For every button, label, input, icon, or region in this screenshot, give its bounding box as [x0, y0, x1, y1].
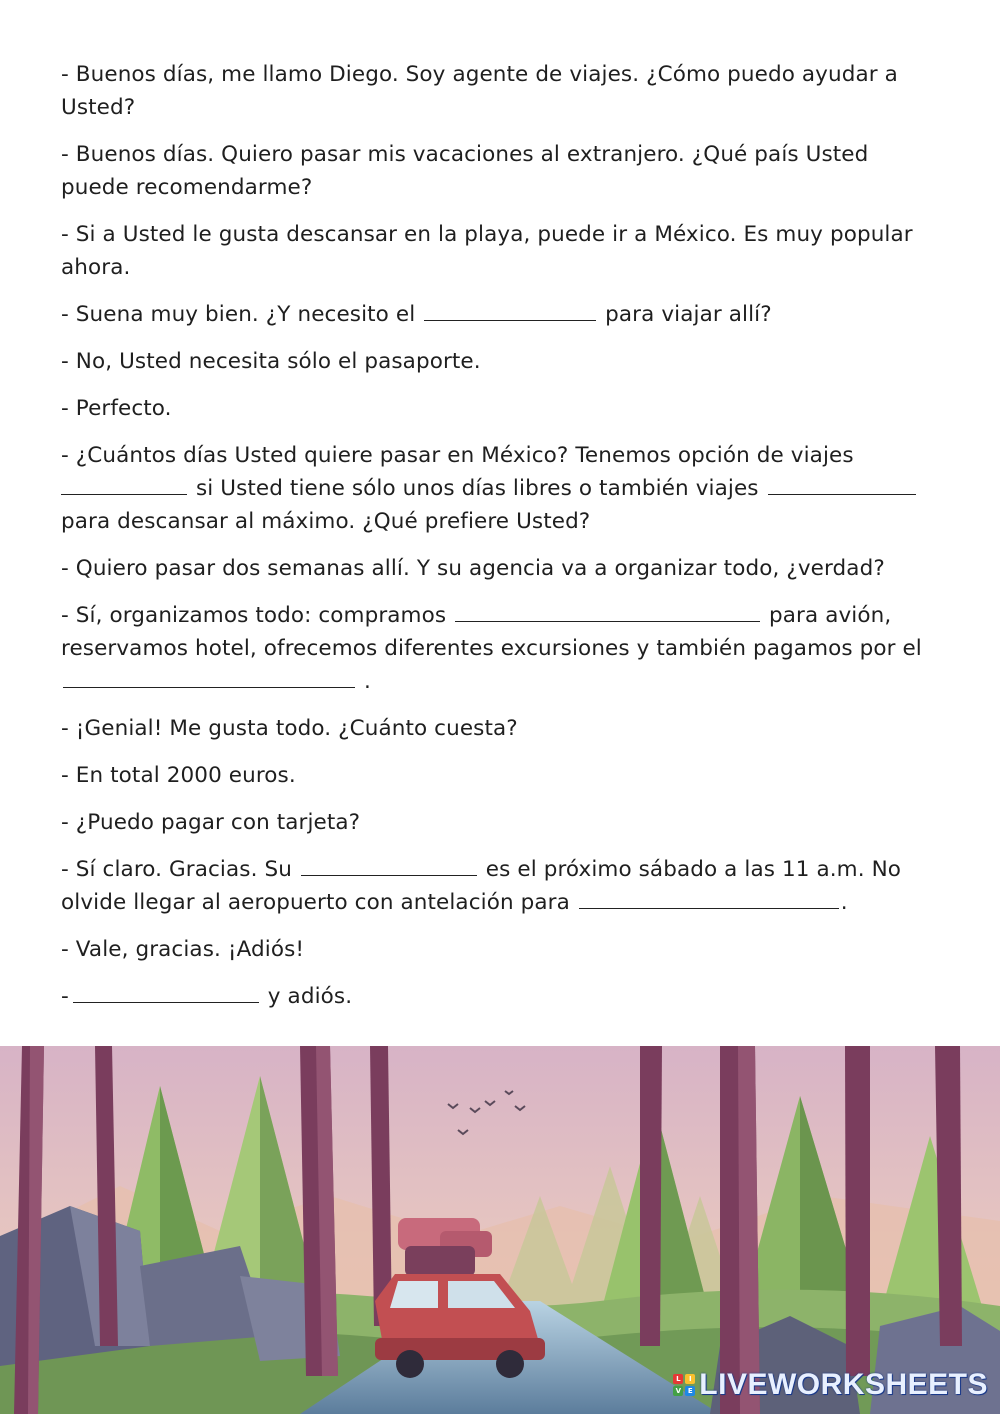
blank-input-4[interactable]: [455, 599, 760, 622]
dialogue-line-6: - Perfecto.: [61, 396, 172, 421]
logo-mark-e: E: [685, 1386, 695, 1396]
blank-input-8[interactable]: [73, 980, 259, 1003]
dialogue-line-14: - Vale, gracias. ¡Adiós!: [61, 937, 305, 962]
logo-mark-l: L: [673, 1374, 683, 1384]
line-13-text-b: es el próximo sábado a las 11 a.m. No olvide llegar al aeropuerto con antelación para: [61, 857, 902, 915]
line-4-text-a: - Suena muy bien. ¿Y necesito el: [61, 302, 416, 327]
logo-text: LIVEWORKSHEETS: [699, 1368, 988, 1401]
blank-input-1[interactable]: [424, 298, 596, 321]
dialogue-line-11: - En total 2000 euros.: [61, 763, 296, 788]
line-13-text-a: - Sí claro. Gracias. Su: [61, 857, 292, 882]
line-9-text-a: - Sí, organizamos todo: compramos: [61, 603, 447, 628]
line-15-text-b: y adiós.: [267, 984, 353, 1009]
dialogue-line-1: - Buenos días, me llamo Diego. Soy agente de viajes. ¿Cómo puedo ayudar a Usted?: [61, 62, 898, 120]
dialogue-line-10: - ¡Genial! Me gusta todo. ¿Cuánto cuesta?: [61, 716, 518, 741]
line-4-text-b: para viajar allí?: [605, 302, 772, 327]
line-15-text-a: -: [61, 984, 69, 1009]
forest-road-illustration: [0, 1046, 1000, 1414]
dialogue-line-9: [61, 599, 941, 698]
line-13-text-c: .: [840, 890, 848, 915]
blank-input-5[interactable]: [63, 665, 355, 688]
dialogue-line-8: - Quiero pasar dos semanas allí. Y su agencia va a organizar todo, ¿verdad?: [61, 556, 885, 581]
line-7-text-a: - ¿Cuántos días Usted quiere pasar en México? Tenemos opción de viajes: [61, 443, 854, 468]
line-9-text-c: .: [363, 669, 371, 694]
line-7-text-b: si Usted tiene sólo unos días libres o también viajes: [195, 476, 759, 501]
dialogue-line-12: - ¿Puedo pagar con tarjeta?: [61, 810, 361, 835]
dialogue-line-4: [61, 298, 941, 331]
line-9-text-b: para avión, reservamos hotel, ofrecemos diferentes excursiones y también pagamos por el: [61, 603, 922, 661]
blank-input-3[interactable]: [768, 472, 916, 495]
dialogue-line-5: - No, Usted necesita sólo el pasaporte.: [61, 349, 481, 374]
blank-input-2[interactable]: [61, 472, 187, 495]
logo-mark-i: I: [685, 1374, 695, 1384]
dialogue-line-3: - Si a Usted le gusta descansar en la playa, puede ir a México. Es muy popular ahora.: [61, 222, 913, 280]
dialogue: [61, 58, 941, 1027]
logo-mark-v: V: [673, 1386, 683, 1396]
dialogue-line-2: - Buenos días. Quiero pasar mis vacaciones al extranjero. ¿Qué país Usted puede recomendarme?: [61, 142, 869, 200]
forest-scene-svg: [0, 1046, 1000, 1414]
blank-input-6[interactable]: [301, 853, 477, 876]
liveworksheets-logo: [673, 1368, 988, 1402]
blank-input-7[interactable]: [579, 886, 839, 909]
line-7-text-c: para descansar al máximo. ¿Qué prefiere Usted?: [61, 509, 591, 534]
dialogue-line-7: [61, 439, 941, 538]
dialogue-line-13: [61, 853, 941, 919]
dialogue-line-15: [61, 980, 941, 1013]
logo-mark-icon: [673, 1374, 695, 1396]
